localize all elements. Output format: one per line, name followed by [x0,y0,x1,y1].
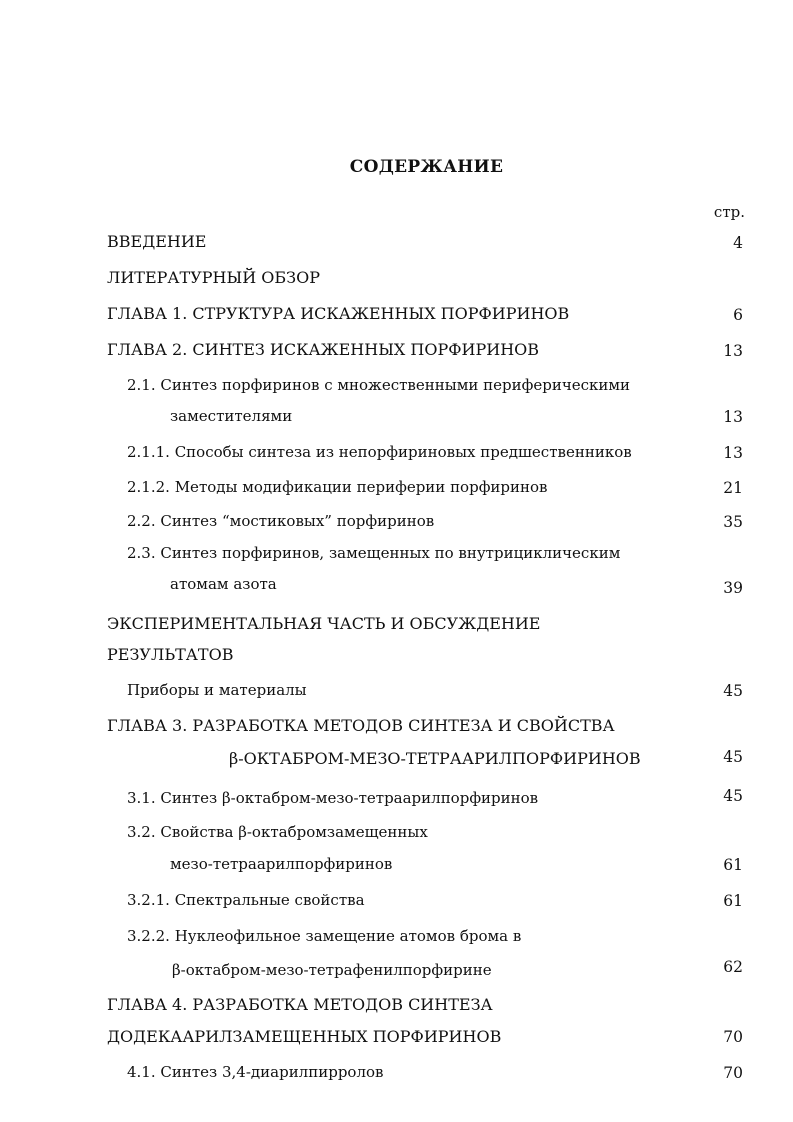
toc-entry-materials: Приборы и материалы [127,681,307,699]
toc-entry-chapter-1: ГЛАВА 1. СТРУКТУРА ИСКАЖЕННЫХ ПОРФИРИНОВ [107,304,570,323]
toc-entry-2-1: 2.1. Синтез порфиринов с множественными периферическими [127,376,631,394]
toc-entry-lit-review: ЛИТЕРАТУРНЫЙ ОБЗОР [107,268,320,287]
toc-entry-chapter-3: ГЛАВА 3. РАЗРАБОТКА МЕТОДОВ СИНТЕЗА И СВОЙСТВА [107,716,615,735]
toc-page-chapter-3: 45 [723,748,743,766]
toc-entry-2-3-cont: атомам азота [170,575,277,593]
toc-page-2-1: 13 [723,408,743,426]
toc-entry-3-2-2-cont: β-октабром-мезо-тетрафенилпорфирине [172,961,492,979]
toc-page-3-1: 45 [723,787,743,805]
toc-page-chapter-4: 70 [723,1028,743,1046]
toc-page-4-1: 70 [723,1064,743,1082]
toc-entry-3-2: 3.2. Свойства β-октабромзамещенных [127,823,428,841]
toc-entry-experimental: ЭКСПЕРИМЕНТАЛЬНАЯ ЧАСТЬ И ОБСУЖДЕНИЕ [107,614,541,633]
toc-entry-chapter-4-cont: ДОДЕКААРИЛЗАМЕЩЕННЫХ ПОРФИРИНОВ [107,1027,502,1046]
toc-page-chapter-1: 6 [733,306,743,324]
toc-entry-3-2-1: 3.2.1. Спектральные свойства [127,891,365,909]
toc-entry-3-2-cont: мезо-тетраарилпорфиринов [170,855,393,873]
toc-page-2-1-2: 21 [723,479,743,497]
toc-entry-3-1: 3.1. Синтез β-октабром-мезо-тетраарилпорфиринов [127,789,539,807]
toc-entry-2-3: 2.3. Синтез порфиринов, замещенных по внутрициклическим [127,544,621,562]
toc-entry-2-2: 2.2. Синтез “мостиковых” порфиринов [127,512,435,530]
toc-page-3-2-2: 62 [723,958,743,976]
toc-entry-2-1-1: 2.1.1. Способы синтеза из непорфириновых предшественников [127,443,632,461]
toc-entry-4-1: 4.1. Синтез 3,4-диарилпирролов [127,1063,384,1081]
toc-entry-2-1-cont: заместителями [170,407,293,425]
toc-page-2-1-1: 13 [723,444,743,462]
toc-entry-chapter-2: ГЛАВА 2. СИНТЕЗ ИСКАЖЕННЫХ ПОРФИРИНОВ [107,340,540,359]
toc-entry-3-2-2: 3.2.2. Нуклеофильное замещение атомов брома в [127,927,522,945]
toc-entry-experimental-cont: РЕЗУЛЬТАТОВ [107,645,234,664]
toc-page-chapter-2: 13 [723,342,743,360]
toc-entry-2-1-2: 2.1.2. Методы модификации периферии порфиринов [127,478,548,496]
toc-page-2-3: 39 [723,579,743,597]
toc-page-intro: 4 [733,234,743,252]
toc-heading: СОДЕРЖАНИЕ [349,157,504,177]
toc-page-3-2: 61 [723,856,743,874]
toc-entry-intro: ВВЕДЕНИЕ [107,232,207,251]
toc-page-3-2-1: 61 [723,892,743,910]
toc-page-materials: 45 [723,682,743,700]
toc-entry-chapter-3-cont: β-ОКТАБРОМ-МЕЗО-ТЕТРААРИЛПОРФИРИНОВ [229,749,641,768]
toc-page-2-2: 35 [723,513,743,531]
toc-entry-chapter-4: ГЛАВА 4. РАЗРАБОТКА МЕТОДОВ СИНТЕЗА [107,995,493,1014]
page-column-label: стр. [713,203,745,221]
